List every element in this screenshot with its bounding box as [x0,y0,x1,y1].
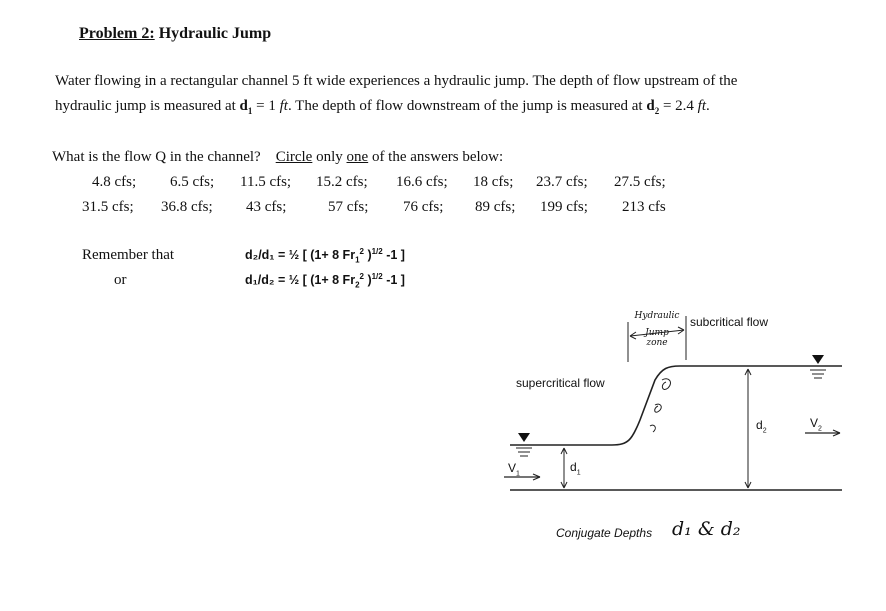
question-text: What is the flow Q in the channel? [52,149,261,165]
answer-choice[interactable]: 89 cfs; [475,199,516,215]
problem-name: Hydraulic Jump [154,25,272,42]
jump-zone-label: Hydraulic Jump zone [634,311,680,348]
d2-label: $d_2$ [756,418,767,435]
question-rest: of the answers below: [368,149,504,165]
swirl-mark [655,404,662,412]
swirl-mark [650,425,655,432]
line2-part-b: = 1 [252,98,280,114]
answer-choice[interactable]: 43 cfs; [246,199,287,215]
remember-label: Remember that [82,247,175,263]
answer-choice[interactable]: 6.5 cfs; [170,174,215,190]
line2-part-c: . The depth of flow downstream of the jump is measured at [287,98,647,114]
line2-part-d: = 2.4 [659,98,698,114]
answer-choice[interactable]: 76 cfs; [403,199,444,215]
equation-1: d₂/d₁ = ½ [ (1+ 8 $Fr_1^2$ )$^{1/2}$ -1 ] [245,247,405,265]
d1-symbol: $d_1$ [239,98,253,116]
answer-choice[interactable]: 11.5 cfs; [240,174,292,190]
v1-label: $V_1$ [508,461,520,478]
answer-choice[interactable]: 15.2 cfs; [316,174,368,190]
supercritical-flow-label: supercritical flow [516,376,605,390]
d2-symbol: $d_2$ [646,98,660,116]
answer-choice[interactable]: 18 cfs; [473,174,514,190]
only-word: only [312,149,347,165]
water-level-symbol-downstream [812,355,824,364]
one-word: one [346,149,369,165]
equation-2: d₁/d₂ = ½ [ (1+ 8 $Fr_2^2$ )$^{1/2}$ -1 ] [245,272,405,290]
unit-ft: ft [697,98,706,114]
diagram-caption-handwritten: d₁ & d₂ [672,518,741,540]
line2-part-a: hydraulic jump is measured at [55,98,240,114]
d1-label: $d_1$ [570,460,581,477]
answer-choice[interactable]: 16.6 cfs; [396,174,448,190]
answer-choice[interactable]: 31.5 cfs; [82,199,134,215]
answer-choice[interactable]: 199 cfs; [540,199,588,215]
or-label: or [114,272,127,288]
answer-choice[interactable]: 57 cfs; [328,199,369,215]
answer-choice[interactable]: 4.8 cfs; [92,174,137,190]
answer-choice[interactable]: 27.5 cfs; [614,174,666,190]
line2-part-e: . [706,98,710,114]
answer-choice[interactable]: 36.8 cfs; [161,199,213,215]
circle-word: Circle [275,149,313,165]
answer-choice[interactable]: 23.7 cfs; [536,174,588,190]
unit-ft: ft [279,98,288,114]
v2-label: $V_2$ [810,416,822,433]
subcritical-flow-label: subcritical flow [690,315,769,329]
swirl-mark [662,379,670,390]
answer-choice[interactable]: 213 cfs [622,199,666,215]
problem-text-line1: Water flowing in a rectangular channel 5 ft wide experiences a hydraulic jump. The depth of flow upstream of the [55,73,738,89]
water-level-symbol-upstream [518,433,530,442]
problem-number: Problem 2: [79,25,155,42]
diagram-caption: Conjugate Depths [556,526,653,540]
